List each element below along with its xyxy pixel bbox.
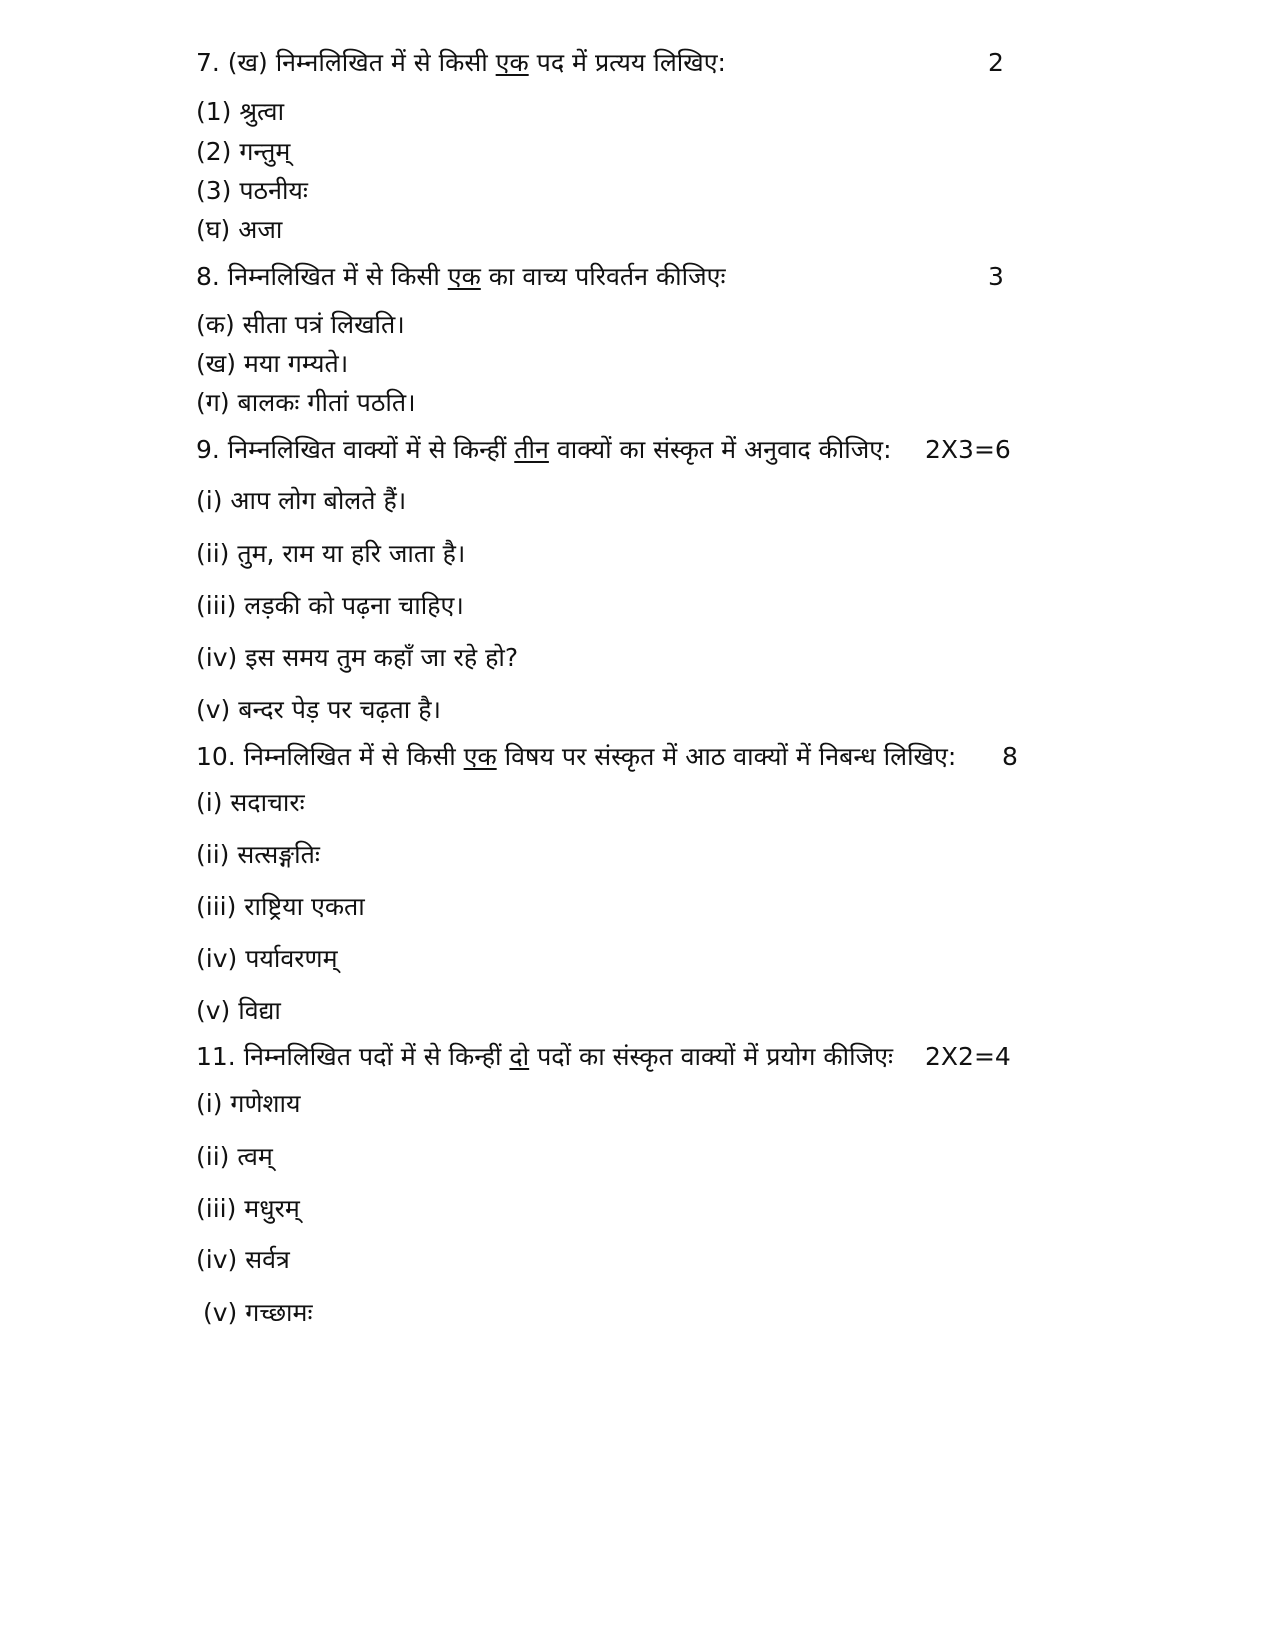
question-11-marks: 2X2=4: [925, 1042, 1011, 1071]
question-text: विषय पर संस्कृत में आठ वाक्यों में निबन्ध लिखिए:: [496, 742, 957, 771]
option-line: (iii) राष्ट्रिया एकता: [196, 892, 365, 921]
question-10-heading: [196, 740, 1076, 774]
question-text: वाक्यों का संस्कृत में अनुवाद कीजिए:: [548, 435, 892, 464]
option-line: (iv) सर्वत्र: [196, 1245, 290, 1274]
option-line: (ग) बालकः गीतां पठति।: [196, 388, 416, 417]
option-line: (ii) तुम, राम या हरि जाता है।: [196, 539, 466, 568]
question-9-marks: 2X3=6: [925, 435, 1011, 464]
question-8-heading: [196, 260, 1076, 294]
option-line: (3) पठनीयः: [196, 176, 308, 205]
question-text: 7. (ख) निम्नलिखित में से किसी: [196, 48, 496, 77]
question-text: 10. निम्नलिखित में से किसी: [196, 742, 464, 771]
question-7-marks: 2: [988, 48, 1004, 77]
question-emphasis: दो: [509, 1042, 530, 1071]
option-line: (ख) मया गम्यते।: [196, 349, 349, 378]
option-line: (घ) अजा: [196, 215, 283, 244]
option-line: (v) बन्दर पेड़ पर चढ़ता है।: [196, 695, 441, 724]
option-line: (ii) त्वम्: [196, 1142, 273, 1171]
option-line: (v) विद्या: [196, 996, 281, 1025]
question-text: 8. निम्नलिखित में से किसी: [196, 262, 448, 291]
option-line: (i) सदाचारः: [196, 788, 305, 817]
option-line: (2) गन्तुम्: [196, 137, 291, 166]
option-line: (iv) इस समय तुम कहाँ जा रहे हो?: [196, 643, 519, 672]
question-emphasis: तीन: [514, 435, 549, 464]
option-line: (क) सीता पत्रं लिखति।: [196, 310, 405, 339]
question-emphasis: एक: [463, 742, 497, 771]
option-line: (i) गणेशाय: [196, 1089, 301, 1118]
option-line: (ii) सत्सङ्गतिः: [196, 840, 320, 869]
question-text: 9. निम्नलिखित वाक्यों में से किन्हीं: [196, 435, 515, 464]
option-line: (iii) मधुरम्: [196, 1194, 300, 1223]
question-emphasis: एक: [495, 48, 529, 77]
question-10-marks: 8: [1002, 742, 1018, 771]
option-line: (i) आप लोग बोलते हैं।: [196, 486, 407, 515]
option-line: (iii) लड़की को पढ़ना चाहिए।: [196, 591, 464, 620]
question-text: पद में प्रत्यय लिखिए:: [528, 48, 726, 77]
question-8-marks: 3: [988, 262, 1004, 291]
question-7-heading: [196, 46, 1076, 80]
question-text: 11. निम्नलिखित पदों में से किन्हीं: [196, 1042, 510, 1071]
question-text: का वाच्य परिवर्तन कीजिएः: [480, 262, 726, 291]
question-text: पदों का संस्कृत वाक्यों में प्रयोग कीजिएः: [529, 1042, 894, 1071]
option-line: (1) श्रुत्वा: [196, 97, 285, 126]
question-emphasis: एक: [447, 262, 481, 291]
option-line: (v) गच्छामः: [203, 1298, 313, 1327]
option-line: (iv) पर्यावरणम्: [196, 944, 338, 973]
